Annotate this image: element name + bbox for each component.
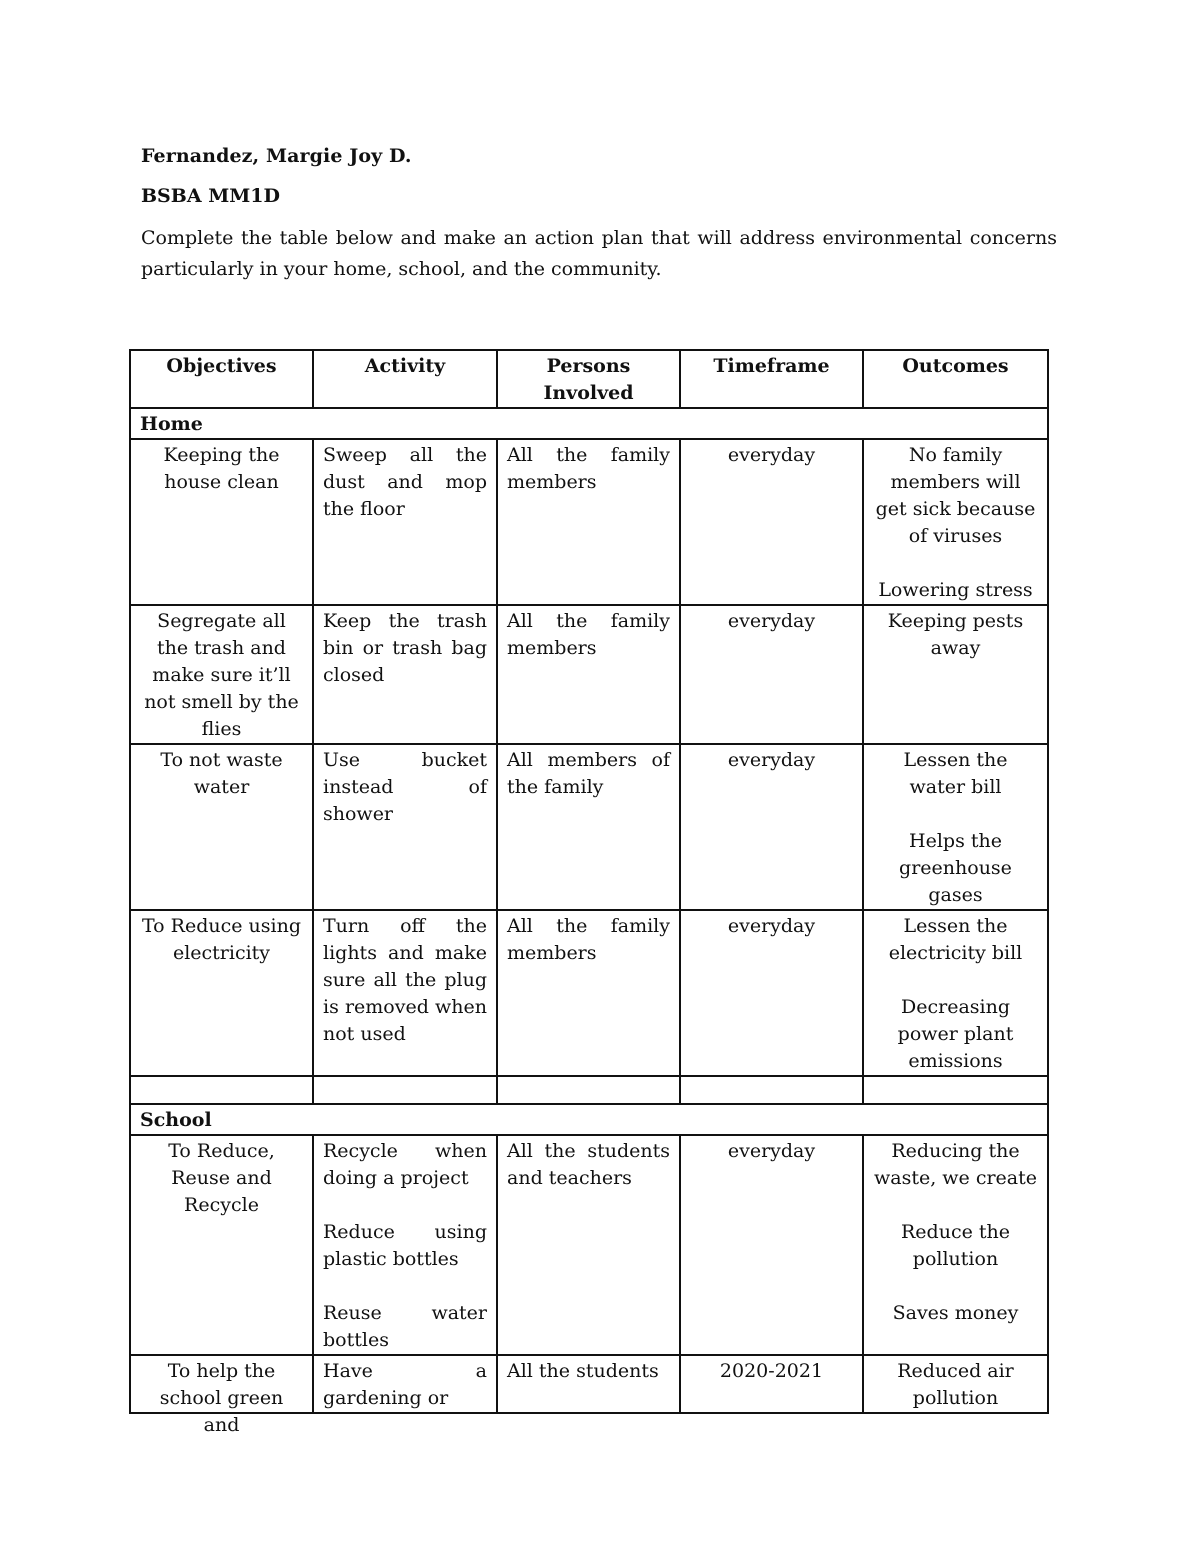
persons-cell: All members of the family xyxy=(497,744,680,910)
outcome-cell xyxy=(863,439,1048,605)
empty-cell xyxy=(313,1076,497,1104)
outcome-line: Saves money xyxy=(892,1302,1019,1324)
timeframe-cell: everyday xyxy=(680,910,863,1076)
timeframe-cell: everyday xyxy=(680,605,863,744)
table-row xyxy=(130,1355,1048,1413)
table-row xyxy=(130,1135,1048,1355)
activity-cell: Sweep all the dust and mop the floor xyxy=(313,439,497,605)
empty-cell xyxy=(497,1076,680,1104)
timeframe-cell: 2020-2021 xyxy=(680,1355,863,1413)
persons-cell: All the family members xyxy=(497,910,680,1076)
objective-cell: To not waste water xyxy=(130,744,313,910)
outcome-line: Lessen the electricity bill xyxy=(888,915,1023,964)
persons-cell: All the students xyxy=(497,1355,680,1413)
empty-cell xyxy=(863,1076,1048,1104)
student-name: Fernandez, Margie Joy D. xyxy=(141,145,412,167)
empty-row xyxy=(130,1076,1048,1104)
action-plan-table xyxy=(129,349,1049,1436)
course-section: BSBA MM1D xyxy=(141,185,280,207)
activity-cell: Use bucket instead of shower xyxy=(313,744,497,910)
outcome-line: No family members will get sick because of viruses xyxy=(875,444,1036,547)
col-objectives: Objectives xyxy=(130,350,313,408)
outcome-cell xyxy=(863,1135,1048,1355)
outcome-line: Reducing the waste, we create xyxy=(873,1140,1038,1189)
objective-cell: Segregate all the trash and make sure it’ll not smell by the flies xyxy=(130,605,313,744)
outcome-cell xyxy=(863,744,1048,910)
document-header xyxy=(141,145,1057,285)
outcome-line: Reduce the pollution xyxy=(901,1221,1010,1270)
persons-cell: All the students and teachers xyxy=(497,1135,680,1355)
outcome-cell xyxy=(863,910,1048,1076)
instructions: Complete the table below and make an action plan that will address environmental concerns particularly in your home, school, and the community. xyxy=(141,227,1057,280)
col-persons-involved: Persons Involved xyxy=(497,350,680,408)
activity-line: Recycle when doing a project xyxy=(323,1140,487,1189)
timeframe-cell: everyday xyxy=(680,1135,863,1355)
timeframe-cell: everyday xyxy=(680,744,863,910)
activity-cell xyxy=(313,1355,497,1413)
outcome-line: Lowering stress xyxy=(878,579,1033,601)
table-header-row xyxy=(130,350,1048,408)
activity-text: Have a gardening or xyxy=(323,1360,487,1409)
section-label-school: School xyxy=(130,1104,1048,1135)
outcome-cell xyxy=(863,1355,1048,1413)
persons-cell: All the family members xyxy=(497,439,680,605)
table-row xyxy=(130,439,1048,605)
empty-cell xyxy=(680,1076,863,1104)
outcome-cell: Keeping pests away xyxy=(863,605,1048,744)
activity-cell: Turn off the lights and make sure all the plug is removed when not used xyxy=(313,910,497,1076)
activity-cell xyxy=(313,1135,497,1355)
table-row xyxy=(130,605,1048,744)
objective-cell: Keeping the house clean xyxy=(130,439,313,605)
outcome-text: Reduced air pollution xyxy=(897,1360,1014,1409)
objective-cell xyxy=(130,1355,313,1436)
col-timeframe: Timeframe xyxy=(680,350,863,408)
table-row xyxy=(130,744,1048,910)
activity-line: Reuse water bottles xyxy=(323,1302,487,1351)
objective-cell: To Reduce using electricity xyxy=(130,910,313,1076)
persons-cell: All the family members xyxy=(497,605,680,744)
section-label-home: Home xyxy=(130,408,1048,439)
section-row-school xyxy=(130,1104,1048,1135)
outcome-line: Lessen the water bill xyxy=(903,749,1008,798)
table-row xyxy=(130,910,1048,1076)
col-activity: Activity xyxy=(313,350,497,408)
objective-cell: To Reduce, Reuse and Recycle xyxy=(130,1135,313,1355)
section-row-home xyxy=(130,408,1048,439)
outcome-line: Helps the greenhouse gases xyxy=(899,830,1012,906)
timeframe-cell: everyday xyxy=(680,439,863,605)
objective-text: To help the school green and xyxy=(159,1360,284,1436)
outcome-line: Decreasing power plant emissions xyxy=(897,996,1014,1072)
activity-line: Reduce using plastic bottles xyxy=(323,1221,487,1270)
col-outcomes: Outcomes xyxy=(863,350,1048,408)
empty-cell xyxy=(130,1076,313,1104)
activity-cell: Keep the trash bin or trash bag closed xyxy=(313,605,497,744)
